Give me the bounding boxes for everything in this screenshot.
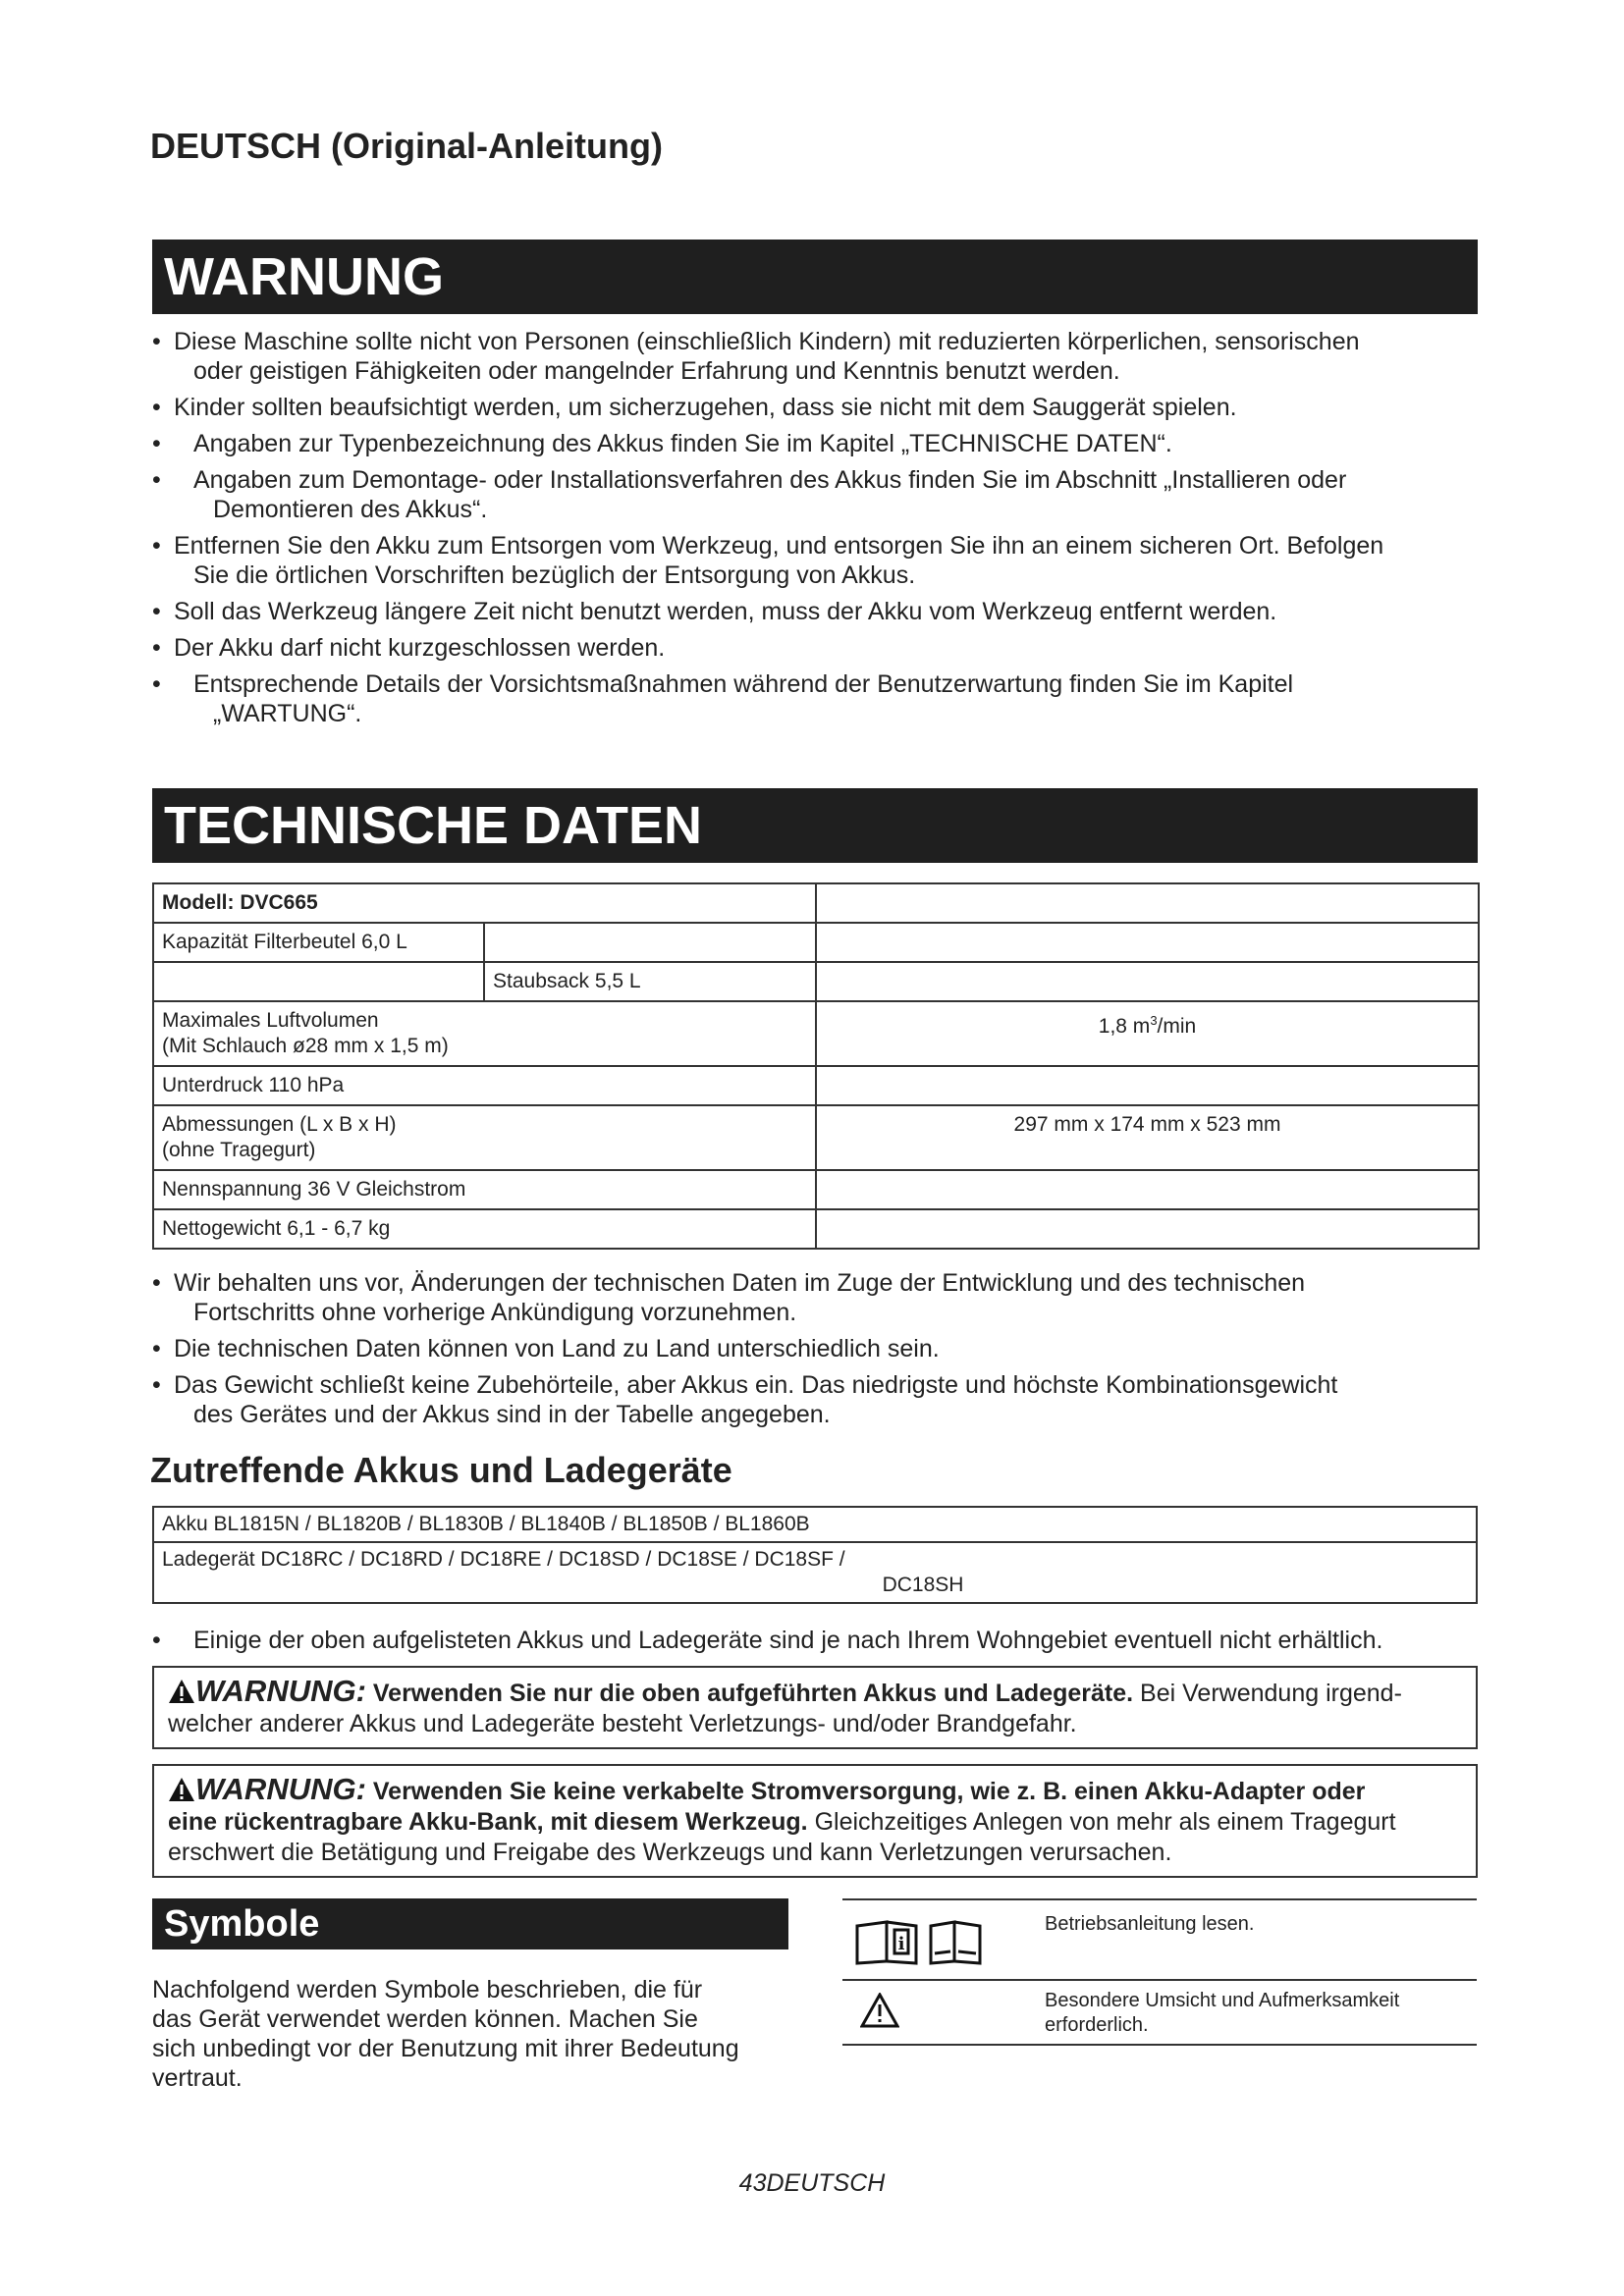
spec-empty-cell	[484, 923, 816, 962]
table-row	[153, 1170, 1479, 1209]
charger-list: Ladegerät DC18RC / DC18RD / DC18RE / DC18SD / DC18SE / DC18SF / DC18SH	[153, 1542, 1477, 1603]
spec-empty-cell	[816, 883, 1479, 923]
table-row	[153, 962, 1479, 1001]
batteries-table	[152, 1506, 1478, 1604]
table-row	[153, 923, 1479, 962]
table-row	[153, 883, 1479, 923]
note-item: • Das Gewicht schließt keine Zubehörteile, aber Akkus ein. Das niedrigste und höchste Kombinationsgewicht des Gerätes und der Akkus sind in der Tabelle angegeben.	[152, 1370, 1478, 1429]
table-row	[153, 1209, 1479, 1249]
spec-vacuum: Unterdruck 110 hPa	[153, 1066, 816, 1105]
document-title: DEUTSCH (Original-Anleitung)	[150, 126, 663, 166]
specs-banner: TECHNISCHE DATEN	[152, 788, 1478, 863]
manual-icon	[854, 1918, 988, 1965]
spec-empty-cell	[153, 962, 484, 1001]
spec-capacity-label: Kapazität Filterbeutel 6,0 L	[153, 923, 484, 962]
warning-triangle-icon	[168, 1679, 195, 1704]
svg-text:i: i	[897, 1934, 905, 1954]
table-row	[153, 1066, 1479, 1105]
warning-item: • Entsprechende Details der Vorsichtsmaßnahmen während der Benutzerwartung finden Sie im Kapitel „WARTUNG“.	[152, 669, 1478, 728]
specs-notes	[152, 1268, 1478, 1436]
spec-airflow-label: Maximales Luftvolumen (Mit Schlauch ø28 mm x 1,5 m)	[153, 1001, 816, 1066]
spec-empty-cell	[816, 923, 1479, 962]
warning-triangle-icon	[168, 1777, 195, 1802]
batteries-notes	[152, 1626, 1478, 1662]
spec-empty-cell	[816, 1066, 1479, 1105]
spec-dust-bag: Staubsack 5,5 L	[484, 962, 816, 1001]
note-item: • Die technischen Daten können von Land zu Land unterschiedlich sein.	[152, 1334, 1478, 1363]
symbol-row: Besondere Umsicht und Aufmerksamkeit erforderlich.	[842, 1979, 1477, 2046]
warning-item: • Entfernen Sie den Akku zum Entsorgen vom Werkzeug, und entsorgen Sie ihn an einem sicheren Ort. Befolgen Sie die örtlichen Vorschriften bezüglich der Entsorgung von Akkus.	[152, 531, 1478, 590]
symbols-table	[842, 1898, 1477, 2046]
note-item: • Wir behalten uns vor, Änderungen der technischen Daten im Zuge der Entwicklung und des technischen Fortschritts ohne vorherige Ankündigung vorzunehmen.	[152, 1268, 1478, 1327]
warning-item: • Der Akku darf nicht kurzgeschlossen werden.	[152, 633, 1478, 663]
spec-voltage: Nennspannung 36 V Gleichstrom	[153, 1170, 816, 1209]
table-row	[153, 1001, 1479, 1066]
spec-dimensions-label: Abmessungen (L x B x H) (ohne Tragegurt)	[153, 1105, 816, 1170]
warning-list	[152, 327, 1478, 735]
spec-airflow-value: 1,8 $m^3/\min$	[816, 1001, 1479, 1066]
battery-list: Akku BL1815N / BL1820B / BL1830B / BL1840B / BL1850B / BL1860B	[153, 1507, 1477, 1542]
symbols-banner: Symbole	[152, 1898, 788, 1949]
table-row	[153, 1105, 1479, 1170]
table-row	[153, 1507, 1477, 1542]
warning-item: • Angaben zum Demontage- oder Installationsverfahren des Akkus finden Sie im Abschnitt „Installieren oder Demontieren des Akkus“.	[152, 465, 1478, 524]
spec-empty-cell	[816, 1209, 1479, 1249]
spec-empty-cell	[816, 962, 1479, 1001]
note-item: • Einige der oben aufgelisteten Akkus und Ladegeräte sind je nach Ihrem Wohngebiet eventuell nicht erhältlich.	[152, 1626, 1478, 1655]
page-footer: 43DEUTSCH	[738, 2169, 886, 2197]
caution-icon	[860, 1993, 899, 2028]
warning-banner: WARNUNG	[152, 240, 1478, 314]
warning-item: • Angaben zur Typenbezeichnung des Akkus finden Sie im Kapitel „TECHNISCHE DATEN“.	[152, 429, 1478, 458]
specs-table	[152, 882, 1480, 1250]
batteries-heading: Zutreffende Akkus und Ladegeräte	[150, 1450, 732, 1490]
warning-item: • Diese Maschine sollte nicht von Personen (einschließlich Kindern) mit reduzierten körperlichen, sensorischen oder geistigen Fähigkeiten oder mangelnder Erfahrung und Kenntnis benutzt werden.	[152, 327, 1478, 386]
spec-weight: Nettogewicht 6,1 - 6,7 kg	[153, 1209, 816, 1249]
warning-item: • Soll das Werkzeug längere Zeit nicht benutzt werden, muss der Akku vom Werkzeug entfernt werden.	[152, 597, 1478, 626]
spec-model: Modell: DVC665	[153, 883, 816, 923]
warning-box-batteries: WARNUNG: Verwenden Sie nur die oben aufgeführten Akkus und Ladegeräte. Bei Verwendung irgend- welcher anderer Akkus und Ladegeräte besteht Verletzungs- und/oder Brandgefahr.	[152, 1666, 1478, 1749]
warning-box-power: WARNUNG: Verwenden Sie keine verkabelte Stromversorgung, wie z. B. einen Akku-Adapter oder eine rückentragbare Akku-Bank, mit diesem Werkzeug. Gleichzeitiges Anlegen von mehr als einem Tragegurt erschwert die Betätigung und Freigabe des Werkzeugs und kann Verletzungen verursachen.	[152, 1764, 1478, 1878]
spec-empty-cell	[816, 1170, 1479, 1209]
spec-dimensions-value: 297 mm x 174 mm x 523 mm	[816, 1105, 1479, 1170]
symbols-intro: Nachfolgend werden Symbole beschrieben, die für das Gerät verwendet werden können. Machen Sie sich unbedingt vor der Benutzung mit ihrer Bedeutung vertraut.	[152, 1976, 739, 2092]
warning-item: • Kinder sollten beaufsichtigt werden, um sicherzugehen, dass sie nicht mit dem Sauggerät spielen.	[152, 393, 1478, 422]
symbol-row: i Betriebsanleitung lesen.	[842, 1898, 1477, 1979]
table-row	[153, 1542, 1477, 1603]
